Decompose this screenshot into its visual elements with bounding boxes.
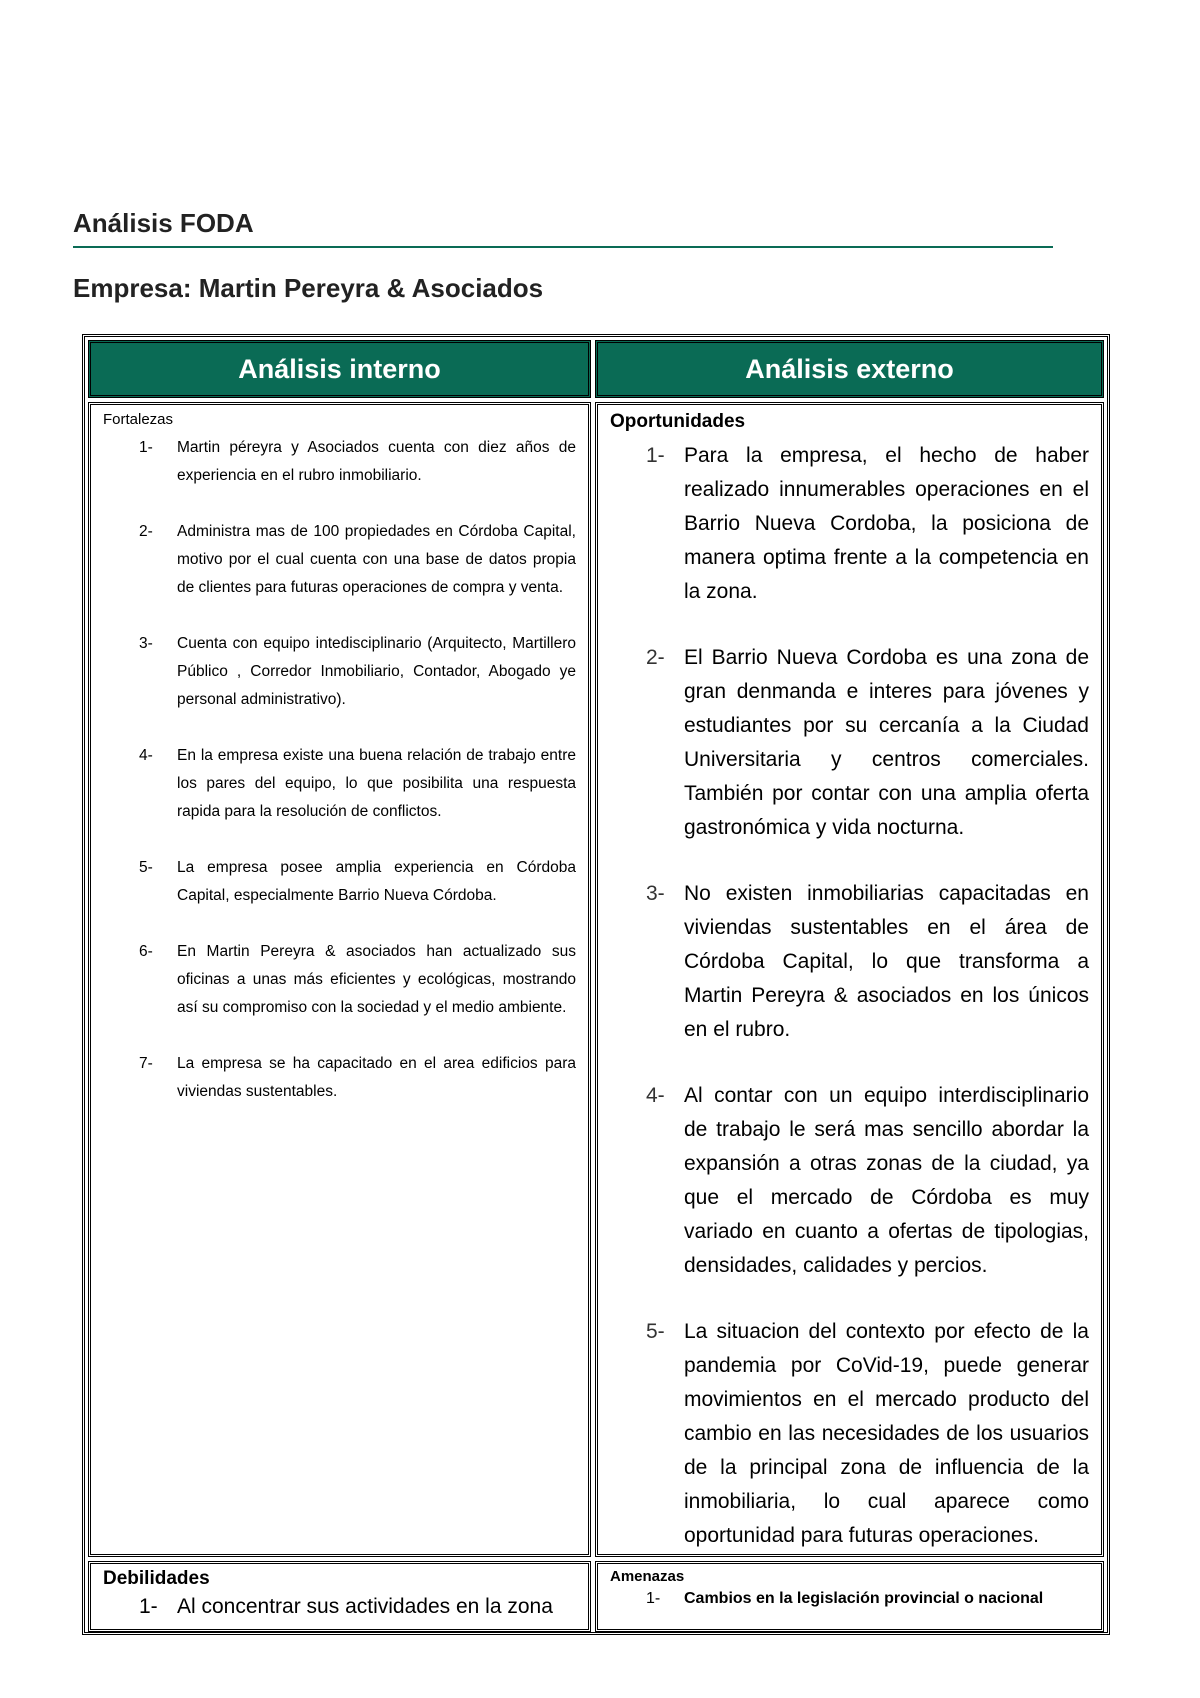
fortalezas-cell [88,402,591,1557]
list-item: 3- No existen inmobiliarias capacitadas en viviendas sustentables en el área de Córdoba Capital, lo que transforma a Martin Pereyra & asociados en los únicos en el rubro. [646,882,1089,1041]
header-internal [88,340,591,398]
debilidades-cell [88,1561,591,1632]
list-item: 4- En la empresa existe una buena relación de trabajo entre los pares del equipo, lo que posibilita una respuesta rapida para la resolución de conflictos. [139,747,576,820]
list-item: 5- La situacion del contexto por efecto de la pandemia por CoVid-19, puede generar movimientos en el mercado producto del cambio en las necesidades de los usuarios de la principal zona de influencia de la inmobiliaria, lo cual aparece como oportunidad para futuras operaciones. [646,1320,1089,1547]
title-underline [73,246,1053,248]
oportunidades-heading: Oportunidades [610,411,746,432]
list-item: 3- Cuenta con equipo intedisciplinario (Arquitecto, Martillero Público , Corredor Inmobiliario, Contador, Abogado ye personal administrativo). [139,635,576,708]
fortalezas-list [103,434,576,1106]
foda-table [82,334,1110,1635]
header-external-label: Análisis externo [745,353,954,384]
amenazas-heading: Amenazas [610,1568,685,1585]
header-internal-label: Análisis interno [238,353,441,384]
oportunidades-list [610,439,1089,1553]
debilidades-heading: Debilidades [103,1568,210,1589]
list-item: 6- En Martin Pereyra & asociados han actualizado sus oficinas a unas más eficientes y ecológicas, mostrando así su compromiso con la sociedad y el medio ambiente. [139,943,576,1016]
list-item: 1- Para la empresa, el hecho de haber realizado innumerables operaciones en el Barrio Nueva Cordoba, la posiciona de manera optima frente a la competencia en la zona. [646,444,1089,603]
list-item: 2- Administra mas de 100 propiedades en Córdoba Capital, motivo por el cual cuenta con una base de datos propia de clientes para futuras operaciones de compra y venta. [139,523,576,596]
company-title: Empresa: Martin Pereyra & Asociados [73,273,544,303]
amenazas-cell [595,1561,1104,1632]
list-item: 7- La empresa se ha capacitado en el area edificios para viviendas sustentables. [139,1055,576,1100]
header-external [595,340,1104,398]
list-item: 4- Al contar con un equipo interdisciplinario de trabajo le será mas sencillo abordar la expansión a otras zonas de la ciudad, ya que el mercado de Córdoba es muy variado en cuanto a ofertas de tipologias, densidades, calidades y percios. [646,1084,1089,1277]
list-item: 2- El Barrio Nueva Cordoba es una zona de gran denmanda e interes para jóvenes y estudiantes por su cercanía a la Ciudad Universitaria y centros comerciales. También por contar con una amplia oferta gastronómica y vida nocturna. [646,646,1089,839]
document-title: Análisis FODA [73,208,254,238]
fortalezas-heading: Fortalezas [103,411,174,428]
list-item: 1- Martin péreyra y Asociados cuenta con diez años de experiencia en el rubro inmobiliario. [139,439,576,484]
amenazas-list [610,1587,1089,1611]
list-item: 1- Al concentrar sus actividades en la zona [139,1595,553,1618]
list-item: 1- Cambios en la legislación provincial o nacional [646,1590,1044,1607]
oportunidades-cell [595,402,1104,1557]
debilidades-list [103,1592,576,1622]
list-item: 5- La empresa posee amplia experiencia en Córdoba Capital, especialmente Barrio Nueva Córdoba. [139,859,576,904]
